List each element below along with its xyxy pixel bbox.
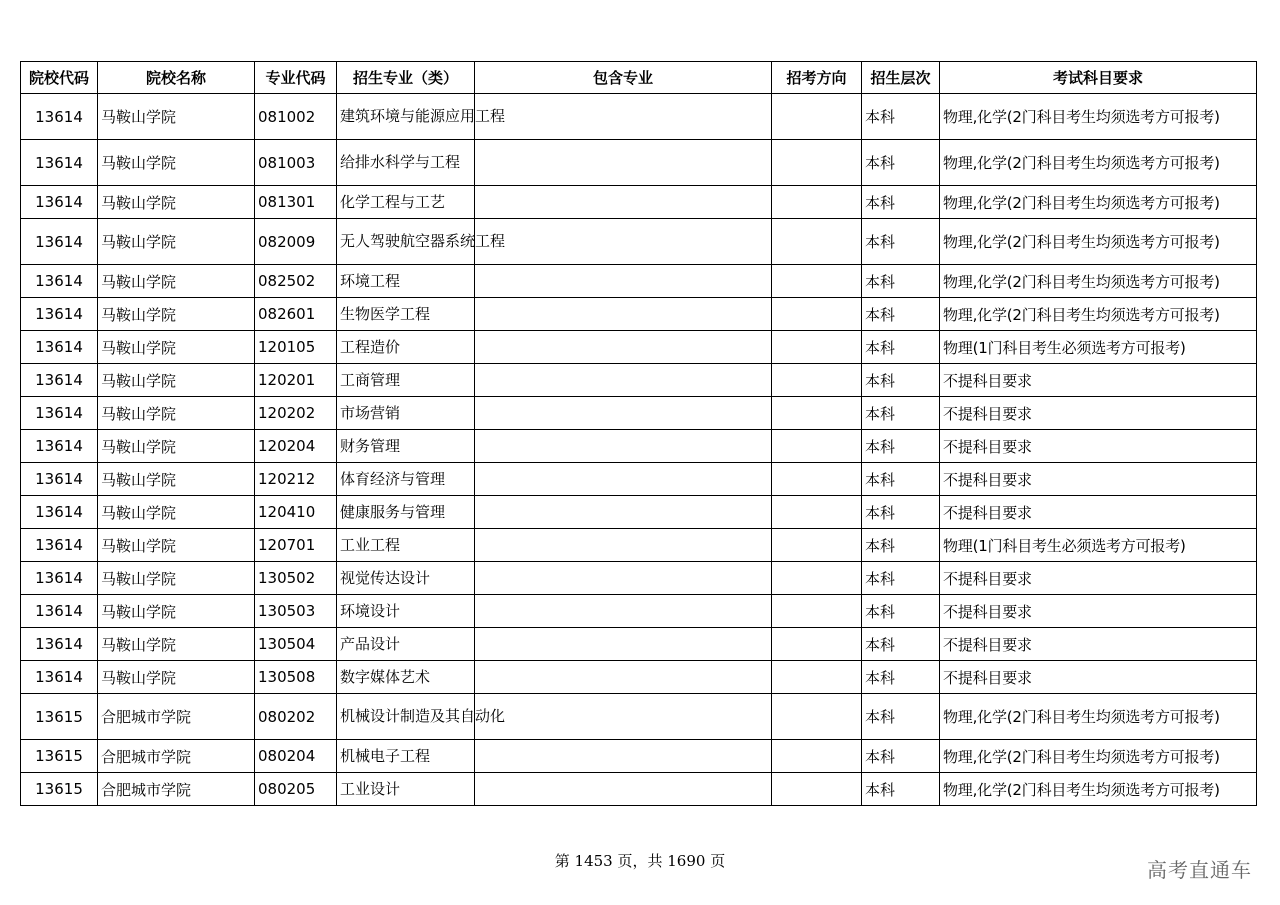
cell-school-name: 马鞍山学院: [98, 529, 255, 562]
cell-requirement: 物理,化学(2门科目考生均须选考方可报考): [940, 94, 1257, 140]
cell-major-code: 081002: [255, 94, 337, 140]
cell-includes: [475, 496, 772, 529]
cell-direction: [772, 219, 862, 265]
cell-direction: [772, 595, 862, 628]
cell-major-code: 130504: [255, 628, 337, 661]
cell-school-name: 马鞍山学院: [98, 364, 255, 397]
cell-school-code: 13614: [21, 628, 98, 661]
table-header-row: [21, 62, 1257, 94]
cell-includes: [475, 773, 772, 806]
cell-includes: [475, 140, 772, 186]
cell-school-code: 13615: [21, 773, 98, 806]
cell-includes: [475, 186, 772, 219]
table-row: [21, 331, 1257, 364]
table-row: [21, 186, 1257, 219]
cell-major: 健康服务与管理: [337, 496, 475, 529]
cell-direction: [772, 430, 862, 463]
cell-direction: [772, 694, 862, 740]
cell-school-name: 合肥城市学院: [98, 740, 255, 773]
cell-major: 数字媒体艺术: [337, 661, 475, 694]
cell-direction: [772, 140, 862, 186]
cell-school-name: 马鞍山学院: [98, 94, 255, 140]
header-level: 招生层次: [862, 62, 940, 94]
cell-school-code: 13614: [21, 331, 98, 364]
cell-level: 本科: [862, 186, 940, 219]
cell-includes: [475, 595, 772, 628]
table-row: [21, 529, 1257, 562]
header-requirement: 考试科目要求: [940, 62, 1257, 94]
cell-school-name: 马鞍山学院: [98, 496, 255, 529]
table-row: [21, 694, 1257, 740]
cell-direction: [772, 740, 862, 773]
cell-major-code: 120105: [255, 331, 337, 364]
cell-school-code: 13614: [21, 496, 98, 529]
cell-includes: [475, 94, 772, 140]
cell-direction: [772, 661, 862, 694]
cell-school-name: 马鞍山学院: [98, 463, 255, 496]
table-row: [21, 496, 1257, 529]
cell-major: 工业工程: [337, 529, 475, 562]
cell-major: 给排水科学与工程: [337, 140, 475, 186]
cell-requirement: 不提科目要求: [940, 364, 1257, 397]
cell-school-name: 马鞍山学院: [98, 331, 255, 364]
header-direction: 招考方向: [772, 62, 862, 94]
enrollment-table: [20, 61, 1257, 806]
cell-school-code: 13614: [21, 562, 98, 595]
table-row: [21, 397, 1257, 430]
cell-requirement: 不提科目要求: [940, 463, 1257, 496]
cell-school-name: 马鞍山学院: [98, 186, 255, 219]
cell-school-name: 马鞍山学院: [98, 661, 255, 694]
header-school-name: 院校名称: [98, 62, 255, 94]
cell-includes: [475, 463, 772, 496]
cell-includes: [475, 397, 772, 430]
cell-school-name: 马鞍山学院: [98, 140, 255, 186]
cell-major: 化学工程与工艺: [337, 186, 475, 219]
header-includes: 包含专业: [475, 62, 772, 94]
cell-level: 本科: [862, 529, 940, 562]
cell-major-code: 120701: [255, 529, 337, 562]
cell-includes: [475, 298, 772, 331]
cell-school-code: 13614: [21, 364, 98, 397]
cell-major-code: 130503: [255, 595, 337, 628]
cell-requirement: 不提科目要求: [940, 562, 1257, 595]
cell-includes: [475, 364, 772, 397]
cell-major: 视觉传达设计: [337, 562, 475, 595]
cell-includes: [475, 529, 772, 562]
cell-includes: [475, 562, 772, 595]
cell-requirement: 不提科目要求: [940, 397, 1257, 430]
cell-school-code: 13614: [21, 219, 98, 265]
cell-requirement: 物理(1门科目考生必须选考方可报考): [940, 331, 1257, 364]
cell-major: 环境工程: [337, 265, 475, 298]
cell-school-code: 13614: [21, 397, 98, 430]
table-row: [21, 740, 1257, 773]
cell-direction: [772, 496, 862, 529]
cell-requirement: 物理,化学(2门科目考生均须选考方可报考): [940, 773, 1257, 806]
cell-major-code: 081301: [255, 186, 337, 219]
cell-school-name: 马鞍山学院: [98, 397, 255, 430]
cell-direction: [772, 298, 862, 331]
table-row: [21, 773, 1257, 806]
cell-includes: [475, 740, 772, 773]
cell-level: 本科: [862, 397, 940, 430]
cell-major: 生物医学工程: [337, 298, 475, 331]
cell-major-code: 082601: [255, 298, 337, 331]
cell-school-code: 13614: [21, 265, 98, 298]
header-major-code: 专业代码: [255, 62, 337, 94]
cell-level: 本科: [862, 94, 940, 140]
cell-school-code: 13614: [21, 186, 98, 219]
cell-level: 本科: [862, 595, 940, 628]
cell-requirement: 物理,化学(2门科目考生均须选考方可报考): [940, 265, 1257, 298]
cell-level: 本科: [862, 265, 940, 298]
cell-school-code: 13614: [21, 463, 98, 496]
cell-direction: [772, 397, 862, 430]
cell-major: 建筑环境与能源应用工程: [337, 94, 475, 140]
cell-includes: [475, 628, 772, 661]
cell-level: 本科: [862, 430, 940, 463]
watermark-logo: 高考直通车: [1147, 858, 1252, 882]
page-number: 第 1453 页，共 1690 页: [554, 852, 726, 870]
cell-level: 本科: [862, 661, 940, 694]
table-row: [21, 364, 1257, 397]
cell-school-name: 马鞍山学院: [98, 595, 255, 628]
cell-major: 市场营销: [337, 397, 475, 430]
cell-direction: [772, 265, 862, 298]
cell-direction: [772, 94, 862, 140]
cell-requirement: 不提科目要求: [940, 496, 1257, 529]
cell-requirement: 不提科目要求: [940, 628, 1257, 661]
table-row: [21, 463, 1257, 496]
cell-direction: [772, 562, 862, 595]
cell-level: 本科: [862, 694, 940, 740]
cell-school-name: 马鞍山学院: [98, 628, 255, 661]
cell-school-name: 马鞍山学院: [98, 298, 255, 331]
cell-major: 产品设计: [337, 628, 475, 661]
cell-major-code: 080202: [255, 694, 337, 740]
header-major: 招生专业（类）: [337, 62, 475, 94]
cell-requirement: 物理,化学(2门科目考生均须选考方可报考): [940, 740, 1257, 773]
cell-level: 本科: [862, 331, 940, 364]
cell-school-code: 13615: [21, 694, 98, 740]
cell-includes: [475, 430, 772, 463]
cell-requirement: 物理,化学(2门科目考生均须选考方可报考): [940, 298, 1257, 331]
table-row: [21, 219, 1257, 265]
table-row: [21, 265, 1257, 298]
cell-level: 本科: [862, 773, 940, 806]
cell-school-name: 合肥城市学院: [98, 773, 255, 806]
cell-school-code: 13614: [21, 529, 98, 562]
cell-major-code: 130502: [255, 562, 337, 595]
cell-includes: [475, 331, 772, 364]
cell-level: 本科: [862, 740, 940, 773]
cell-major: 工程造价: [337, 331, 475, 364]
cell-major: 工业设计: [337, 773, 475, 806]
table-row: [21, 430, 1257, 463]
table-row: [21, 140, 1257, 186]
cell-requirement: 不提科目要求: [940, 430, 1257, 463]
cell-direction: [772, 331, 862, 364]
cell-requirement: 不提科目要求: [940, 595, 1257, 628]
cell-school-code: 13615: [21, 740, 98, 773]
table-row: [21, 298, 1257, 331]
table-row: [21, 595, 1257, 628]
cell-level: 本科: [862, 298, 940, 331]
cell-major-code: 082502: [255, 265, 337, 298]
cell-major: 无人驾驶航空器系统工程: [337, 219, 475, 265]
cell-major: 体育经济与管理: [337, 463, 475, 496]
cell-direction: [772, 463, 862, 496]
cell-level: 本科: [862, 463, 940, 496]
cell-school-code: 13614: [21, 595, 98, 628]
cell-major-code: 081003: [255, 140, 337, 186]
cell-requirement: 物理(1门科目考生必须选考方可报考): [940, 529, 1257, 562]
cell-major-code: 080204: [255, 740, 337, 773]
cell-level: 本科: [862, 496, 940, 529]
cell-direction: [772, 773, 862, 806]
header-school-code: 院校代码: [21, 62, 98, 94]
cell-includes: [475, 265, 772, 298]
cell-level: 本科: [862, 364, 940, 397]
cell-school-name: 马鞍山学院: [98, 219, 255, 265]
cell-level: 本科: [862, 628, 940, 661]
cell-includes: [475, 219, 772, 265]
cell-school-name: 马鞍山学院: [98, 430, 255, 463]
cell-school-name: 合肥城市学院: [98, 694, 255, 740]
cell-major: 机械设计制造及其自动化: [337, 694, 475, 740]
cell-school-name: 马鞍山学院: [98, 562, 255, 595]
cell-major-code: 120204: [255, 430, 337, 463]
cell-school-code: 13614: [21, 140, 98, 186]
table-row: [21, 562, 1257, 595]
cell-direction: [772, 186, 862, 219]
cell-major-code: 120212: [255, 463, 337, 496]
cell-requirement: 物理,化学(2门科目考生均须选考方可报考): [940, 219, 1257, 265]
cell-level: 本科: [862, 562, 940, 595]
cell-major-code: 082009: [255, 219, 337, 265]
table-row: [21, 94, 1257, 140]
cell-school-code: 13614: [21, 661, 98, 694]
cell-major-code: 120202: [255, 397, 337, 430]
cell-requirement: 物理,化学(2门科目考生均须选考方可报考): [940, 186, 1257, 219]
cell-major: 工商管理: [337, 364, 475, 397]
cell-level: 本科: [862, 219, 940, 265]
cell-includes: [475, 661, 772, 694]
table-body: [21, 94, 1257, 806]
cell-requirement: 物理,化学(2门科目考生均须选考方可报考): [940, 140, 1257, 186]
cell-major: 机械电子工程: [337, 740, 475, 773]
cell-level: 本科: [862, 140, 940, 186]
cell-requirement: 物理,化学(2门科目考生均须选考方可报考): [940, 694, 1257, 740]
cell-school-code: 13614: [21, 430, 98, 463]
cell-major: 财务管理: [337, 430, 475, 463]
cell-requirement: 不提科目要求: [940, 661, 1257, 694]
cell-major-code: 130508: [255, 661, 337, 694]
cell-direction: [772, 529, 862, 562]
cell-school-name: 马鞍山学院: [98, 265, 255, 298]
cell-includes: [475, 694, 772, 740]
cell-school-code: 13614: [21, 94, 98, 140]
cell-school-code: 13614: [21, 298, 98, 331]
cell-major-code: 120410: [255, 496, 337, 529]
table-row: [21, 628, 1257, 661]
cell-major-code: 080205: [255, 773, 337, 806]
cell-major-code: 120201: [255, 364, 337, 397]
cell-major: 环境设计: [337, 595, 475, 628]
cell-direction: [772, 364, 862, 397]
table-row: [21, 661, 1257, 694]
cell-direction: [772, 628, 862, 661]
